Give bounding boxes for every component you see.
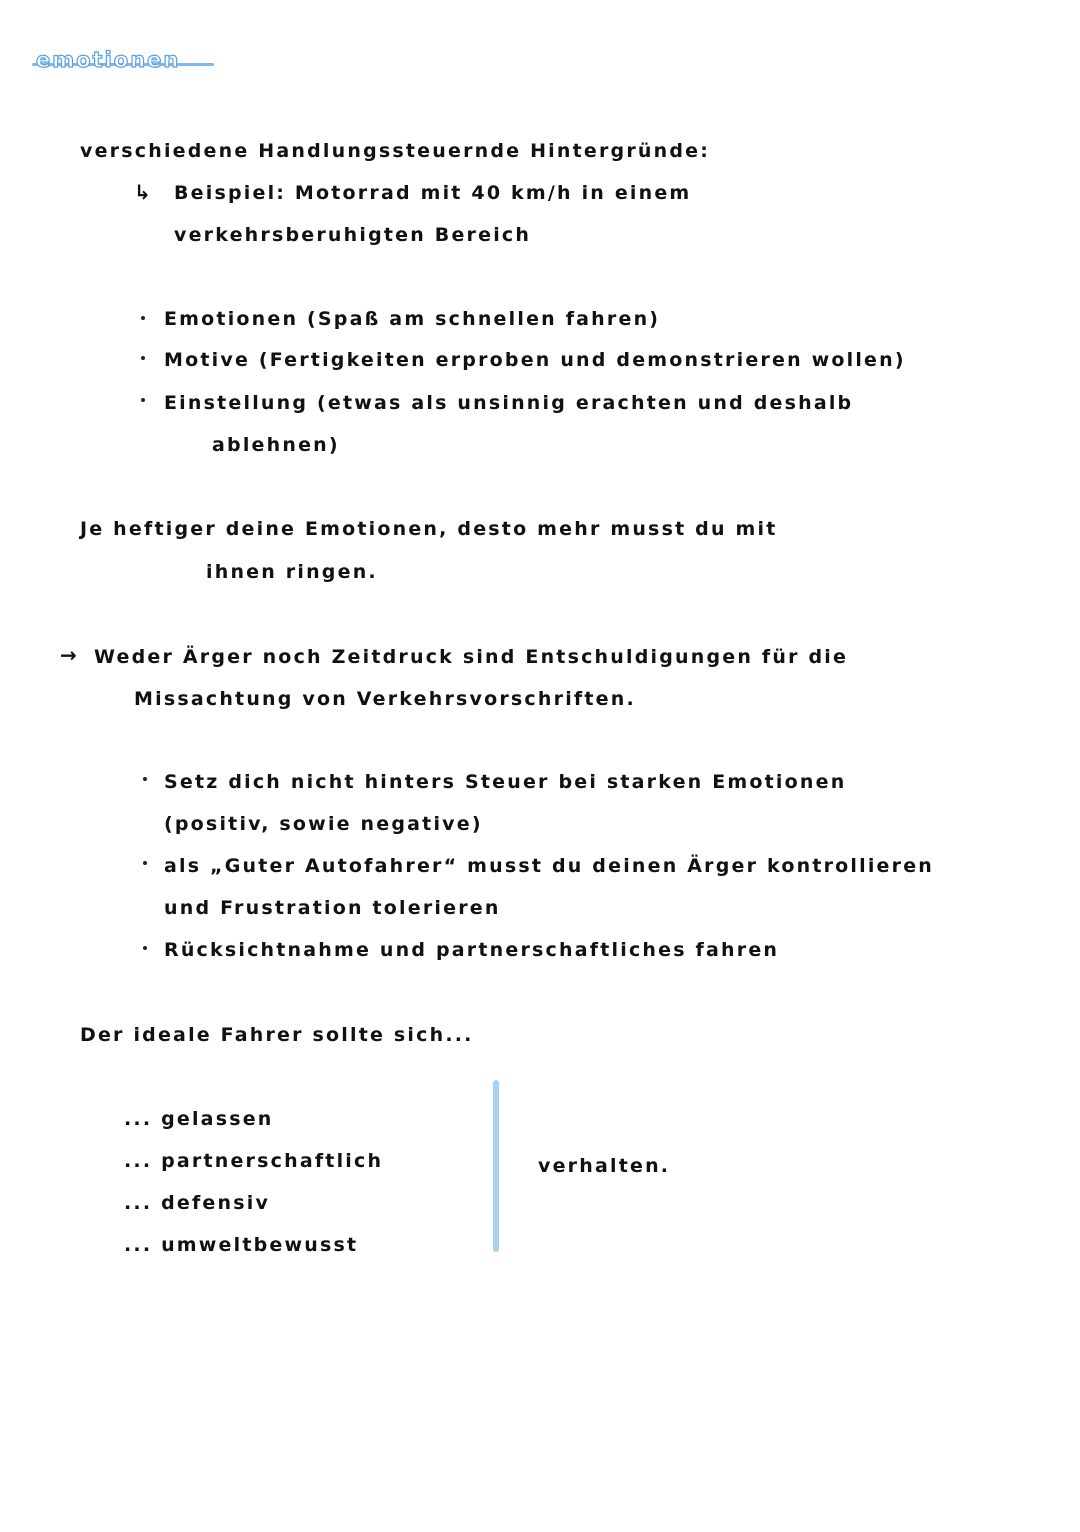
statement-line-1: Je heftiger deine Emotionen, desto mehr musst du mit	[80, 518, 778, 540]
arrow-right-icon: →	[60, 643, 77, 667]
example-line-2: verkehrsberuhigten Bereich	[174, 224, 532, 246]
example-line-1: Beispiel: Motorrad mit 40 km/h in einem	[174, 182, 692, 204]
list-item-continuation: (positiv, sowie negative)	[164, 813, 483, 835]
ideal-intro: Der ideale Fahrer sollte sich...	[80, 1024, 474, 1046]
list-item: Motive (Fertigkeiten erproben und demonstrieren wollen)	[164, 349, 906, 371]
conclusion-line-1: Weder Ärger noch Zeitdruck sind Entschuldigungen für die	[94, 646, 849, 668]
sub-arrow-icon: ↳	[134, 180, 151, 204]
conclusion-line-2: Missachtung von Verkehrsvorschriften.	[134, 688, 636, 710]
bullet-dot	[143, 777, 147, 781]
list-item: Setz dich nicht hinters Steuer bei starken Emotionen	[164, 771, 847, 793]
ideal-item: ... gelassen	[124, 1108, 274, 1130]
list-item: Emotionen (Spaß am schnellen fahren)	[164, 308, 661, 330]
list-item: Rücksichtnahme und partnerschaftliches fahren	[164, 939, 780, 961]
list-item: als „Guter Autofahrer“ musst du deinen Ärger kontrollieren	[164, 855, 935, 877]
bullet-dot	[141, 398, 145, 402]
section-heading: verschiedene Handlungssteuernde Hintergründe:	[80, 140, 711, 162]
bullet-dot	[143, 861, 147, 865]
page-title: emotionen	[36, 48, 181, 72]
list-item-continuation: und Frustration tolerieren	[164, 897, 501, 919]
ideal-verb: verhalten.	[538, 1155, 671, 1177]
bullet-dot	[141, 316, 145, 320]
ideal-item: ... defensiv	[124, 1192, 271, 1214]
ideal-item: ... partnerschaftlich	[124, 1150, 384, 1172]
bullet-dot	[143, 946, 147, 950]
list-item: Einstellung (etwas als unsinnig erachten und deshalb	[164, 392, 854, 414]
list-item-continuation: ablehnen)	[212, 434, 340, 456]
bullet-dot	[141, 356, 145, 360]
statement-line-2: ihnen ringen.	[206, 561, 378, 583]
ideal-item: ... umweltbewusst	[124, 1234, 359, 1256]
bracket-bar	[493, 1080, 499, 1252]
